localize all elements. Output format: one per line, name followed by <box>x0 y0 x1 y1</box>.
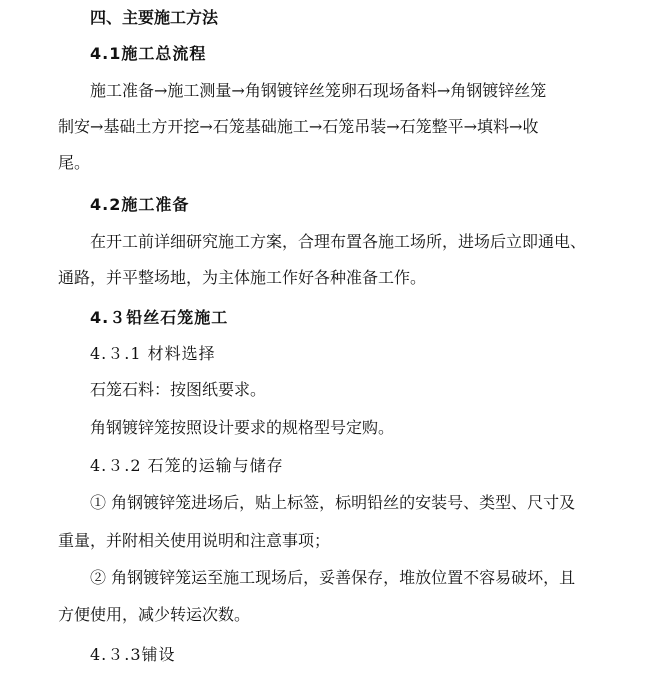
prep-line-1: 在开工前详细研究施工方案，合理布置各施工场所，进场后立即通电、 <box>90 232 587 251</box>
flow-line-3: 尾。 <box>58 153 91 172</box>
item-2-line-1: ② 角钢镀锌笼运至施工现场后，妥善保存，堆放位置不容易破坏，且 <box>90 568 576 587</box>
heading-4-2: 4.2施工准备 <box>90 195 190 214</box>
flow-line-2: 制安→基础土方开挖→石笼基础施工→石笼吊装→石笼整平→填料→收 <box>58 117 539 136</box>
material-line-1: 石笼石料：按图纸要求。 <box>90 380 267 399</box>
prep-line-2: 通路，并平整场地，为主体施工作好各种准备工作。 <box>58 268 427 287</box>
item-1-line-1: ① 角钢镀锌笼进场后，贴上标签，标明铅丝的安装号、类型、尺寸及 <box>90 493 576 512</box>
heading-4-3-2: 4.３.2 石笼的运输与储存 <box>90 456 284 475</box>
flow-line-1: 施工准备→施工测量→角钢镀锌丝笼卵石现场备料→角钢镀锌丝笼 <box>90 81 547 100</box>
heading-4-3: 4.３铅丝石笼施工 <box>90 308 229 327</box>
heading-4-3-3: 4.３.3铺设 <box>90 645 176 664</box>
material-line-2: 角钢镀锌笼按照设计要求的规格型号定购。 <box>90 418 395 437</box>
section-heading-main: 四、主要施工方法 <box>90 8 219 27</box>
item-2-line-2: 方便使用，减少转运次数。 <box>58 605 251 624</box>
item-1-line-2: 重量，并附相关使用说明和注意事项； <box>58 531 331 550</box>
heading-4-3-1: 4.３.1 材料选择 <box>90 344 216 363</box>
heading-4-1: 4.1施工总流程 <box>90 44 207 63</box>
